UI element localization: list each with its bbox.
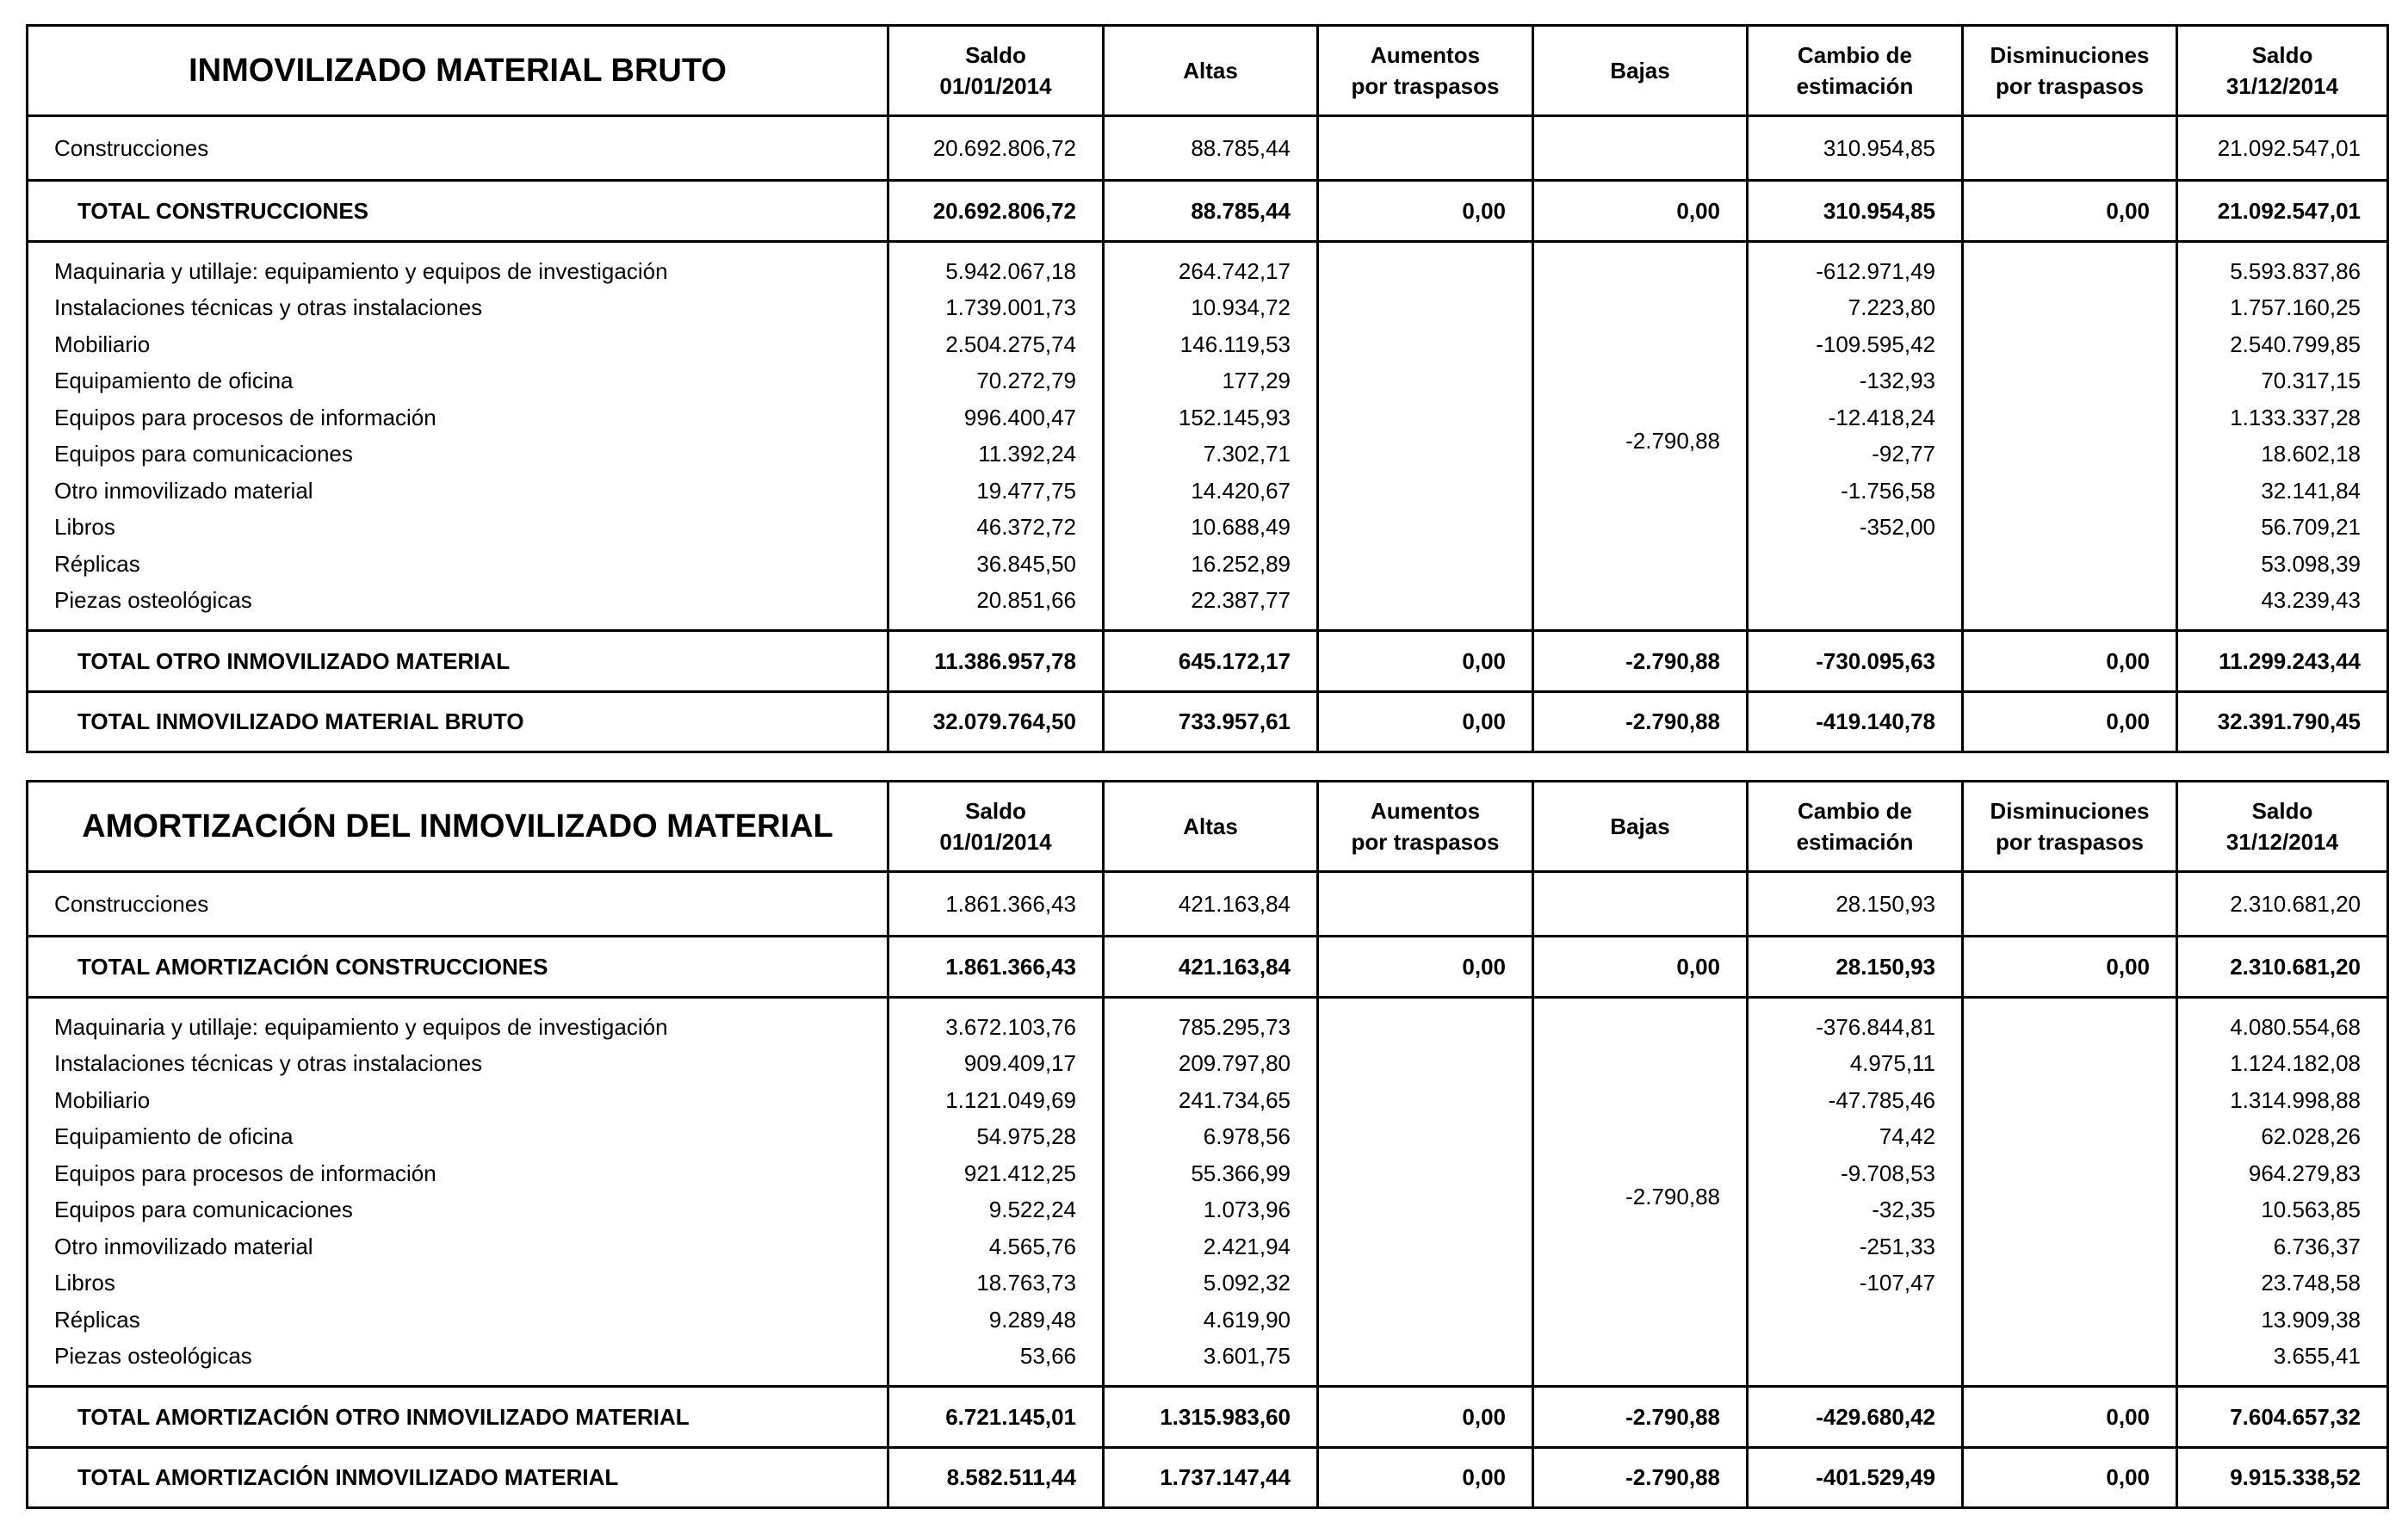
amort-total-otro-row-altas: 1.315.983,60 [1104,1387,1318,1448]
col-cambio-header [1748,26,1963,116]
amort-construcciones-row-saldo-ini: 1.861.366,43 [888,872,1104,937]
item-cambio: 74,42 [1748,1119,1963,1156]
item-label: Mobiliario [28,326,888,363]
amort-total-row-saldo-fin: 9.915.338,52 [2177,1448,2388,1508]
amort-total-row-label: TOTAL AMORTIZACIÓN INMOVILIZADO MATERIAL [28,1448,888,1508]
item-altas: 10.688,49 [1104,510,1318,547]
item-altas: 1.073,96 [1104,1192,1318,1229]
amort-total-row-saldo-ini: 8.582.511,44 [888,1448,1104,1508]
amort-total-otro-row-label: TOTAL AMORTIZACIÓN OTRO INMOVILIZADO MATERIAL [28,1387,888,1448]
item-altas: 241.734,65 [1104,1082,1318,1119]
amort-construcciones-row-bajas [1533,872,1748,937]
item-saldo-inicial: 921.412,25 [888,1155,1104,1192]
col-saldo-final-line1: Saldo [2251,42,2313,68]
item-saldo-final: 964.279,83 [2177,1155,2388,1192]
amort-total-row-aumentos: 0,00 [1318,1448,1533,1508]
table-row [28,998,2388,1046]
item-saldo-inicial: 9.522,24 [888,1192,1104,1229]
item-saldo-inicial: 46.372,72 [888,510,1104,547]
bruto-total-construcciones-row-bajas: 0,00 [1533,181,1748,242]
amort-title: AMORTIZACIÓN DEL INMOVILIZADO MATERIAL [28,782,888,872]
amort-total-otro-row [28,1387,2388,1448]
bruto-total-row-dismin: 0,00 [1963,692,2177,752]
col-disminuciones-line1: Disminuciones [1990,798,2150,824]
item-cambio: -47.785,46 [1748,1082,1963,1119]
item-label: Equipos para procesos de información [28,399,888,436]
amort-total-otro-row-cambio: -429.680,42 [1748,1387,1963,1448]
col-aumentos-line2: por traspasos [1351,73,1500,99]
item-cambio [1748,1339,1963,1387]
table-row [28,242,2388,290]
bruto-construcciones-row-saldo-fin: 21.092.547,01 [2177,116,2388,181]
bruto-total-row-cambio: -419.140,78 [1748,692,1963,752]
bruto-total-row-label: TOTAL INMOVILIZADO MATERIAL BRUTO [28,692,888,752]
item-label: Réplicas [28,546,888,583]
amort-construcciones-row-cambio: 28.150,93 [1748,872,1963,937]
item-saldo-inicial: 2.504.275,74 [888,326,1104,363]
col-saldo-inicial-line1: Saldo [965,798,1026,824]
amort-total-construcciones-row [28,937,2388,998]
col-cambio-line2: estimación [1796,829,1914,855]
item-altas: 5.092,32 [1104,1265,1318,1302]
item-label: Equipos para procesos de información [28,1155,888,1192]
col-cambio-header [1748,782,1963,872]
item-label: Equipamiento de oficina [28,1119,888,1156]
item-disminuciones [1963,998,2177,1387]
item-saldo-inicial: 996.400,47 [888,399,1104,436]
item-altas: 7.302,71 [1104,436,1318,473]
bruto-total-construcciones-row-aumentos: 0,00 [1318,181,1533,242]
item-saldo-final: 1.124.182,08 [2177,1046,2388,1083]
item-label: Otro inmovilizado material [28,1228,888,1265]
col-saldo-inicial-line2: 01/01/2014 [939,73,1052,99]
bruto-total-construcciones-row-cambio: 310.954,85 [1748,181,1963,242]
item-label: Instalaciones técnicas y otras instalaciones [28,290,888,327]
col-disminuciones-header [1963,782,2177,872]
col-disminuciones-line1: Disminuciones [1990,42,2150,68]
item-aumentos [1318,242,1533,631]
amort-construcciones-row-aumentos [1318,872,1533,937]
item-saldo-inicial: 4.565,76 [888,1228,1104,1265]
item-label: Piezas osteológicas [28,1339,888,1387]
amort-total-construcciones-row-dismin: 0,00 [1963,937,2177,998]
item-saldo-inicial: 11.392,24 [888,436,1104,473]
item-cambio: -352,00 [1748,510,1963,547]
item-cambio: 7.223,80 [1748,290,1963,327]
bruto-total-otro-row-bajas: -2.790,88 [1533,631,1748,692]
item-saldo-final: 43.239,43 [2177,583,2388,631]
item-disminuciones [1963,242,2177,631]
col-altas-header: Altas [1104,782,1318,872]
item-cambio [1748,583,1963,631]
amort-total-row-bajas: -2.790,88 [1533,1448,1748,1508]
col-saldo-final-line2: 31/12/2014 [2225,829,2339,855]
item-cambio: 4.975,11 [1748,1046,1963,1083]
item-label: Instalaciones técnicas y otras instalaciones [28,1046,888,1083]
item-altas: 2.421,94 [1104,1228,1318,1265]
amort-total-construcciones-row-cambio: 28.150,93 [1748,937,1963,998]
item-altas: 209.797,80 [1104,1046,1318,1083]
item-label: Maquinaria y utillaje: equipamiento y equipos de investigación [28,242,888,290]
col-bajas-header: Bajas [1533,26,1748,116]
item-saldo-final: 18.602,18 [2177,436,2388,473]
bruto-total-construcciones-row-label: TOTAL CONSTRUCCIONES [28,181,888,242]
item-altas: 6.978,56 [1104,1119,1318,1156]
bruto-total-row-bajas: -2.790,88 [1533,692,1748,752]
amort-total-otro-row-bajas: -2.790,88 [1533,1387,1748,1448]
item-altas: 177,29 [1104,363,1318,400]
item-saldo-final: 1.314.998,88 [2177,1082,2388,1119]
item-altas: 10.934,72 [1104,290,1318,327]
bruto-title: INMOVILIZADO MATERIAL BRUTO [28,26,888,116]
col-cambio-line1: Cambio de [1798,798,1912,824]
amort-construcciones-row-altas: 421.163,84 [1104,872,1318,937]
col-saldo-inicial-line2: 01/01/2014 [939,829,1052,855]
bruto-total-otro-row-altas: 645.172,17 [1104,631,1318,692]
item-saldo-final: 56.709,21 [2177,510,2388,547]
amort-construcciones-row-label: Construcciones [28,872,888,937]
item-saldo-inicial: 18.763,73 [888,1265,1104,1302]
item-cambio: -109.595,42 [1748,326,1963,363]
item-saldo-final: 62.028,26 [2177,1119,2388,1156]
amort-total-row-cambio: -401.529,49 [1748,1448,1963,1508]
item-saldo-inicial: 1.121.049,69 [888,1082,1104,1119]
item-cambio [1748,1302,1963,1339]
item-altas: 785.295,73 [1104,998,1318,1046]
item-cambio: -32,35 [1748,1192,1963,1229]
item-saldo-inicial: 19.477,75 [888,473,1104,510]
bruto-total-otro-row [28,631,2388,692]
item-saldo-final: 1.757.160,25 [2177,290,2388,327]
item-saldo-inicial: 20.851,66 [888,583,1104,631]
amort-total-construcciones-row-saldo-fin: 2.310.681,20 [2177,937,2388,998]
col-saldo-final-header [2177,782,2388,872]
col-cambio-line2: estimación [1796,73,1914,99]
col-disminuciones-line2: por traspasos [1996,829,2144,855]
item-cambio: -251,33 [1748,1228,1963,1265]
bruto-construcciones-row-aumentos [1318,116,1533,181]
bruto-total-otro-row-saldo-fin: 11.299.243,44 [2177,631,2388,692]
item-cambio: -132,93 [1748,363,1963,400]
amort-total-row-dismin: 0,00 [1963,1448,2177,1508]
amort-total-row [28,1448,2388,1508]
col-altas-header: Altas [1104,26,1318,116]
amort-construcciones-row [28,872,2388,937]
col-saldo-final-header [2177,26,2388,116]
col-saldo-final-line1: Saldo [2251,798,2313,824]
item-saldo-final: 5.593.837,86 [2177,242,2388,290]
item-saldo-inicial: 5.942.067,18 [888,242,1104,290]
item-cambio: -1.756,58 [1748,473,1963,510]
item-saldo-inicial: 9.289,48 [888,1302,1104,1339]
item-saldo-final: 53.098,39 [2177,546,2388,583]
item-cambio: -107,47 [1748,1265,1963,1302]
amort-header-row [28,782,2388,872]
item-saldo-final: 1.133.337,28 [2177,399,2388,436]
col-saldo-inicial-header [888,26,1104,116]
col-aumentos-line2: por traspasos [1351,829,1500,855]
col-saldo-inicial-header [888,782,1104,872]
item-altas: 146.119,53 [1104,326,1318,363]
item-label: Equipos para comunicaciones [28,436,888,473]
item-altas: 22.387,77 [1104,583,1318,631]
amort-total-construcciones-row-aumentos: 0,00 [1318,937,1533,998]
bruto-total-construcciones-row-saldo-ini: 20.692.806,72 [888,181,1104,242]
col-saldo-final-line2: 31/12/2014 [2225,73,2339,99]
bruto-total-construcciones-row-saldo-fin: 21.092.547,01 [2177,181,2388,242]
item-cambio [1748,546,1963,583]
col-aumentos-line1: Aumentos [1370,798,1481,824]
bruto-total-construcciones-row-altas: 88.785,44 [1104,181,1318,242]
item-altas: 55.366,99 [1104,1155,1318,1192]
bruto-total-row-aumentos: 0,00 [1318,692,1533,752]
item-label: Maquinaria y utillaje: equipamiento y equipos de investigación [28,998,888,1046]
col-aumentos-header [1318,26,1533,116]
item-label: Piezas osteológicas [28,583,888,631]
item-aumentos [1318,998,1533,1387]
col-aumentos-header [1318,782,1533,872]
item-saldo-inicial: 53,66 [888,1339,1104,1387]
amort-table [26,780,2389,1509]
item-altas: 4.619,90 [1104,1302,1318,1339]
bruto-construcciones-row-label: Construcciones [28,116,888,181]
item-saldo-final: 4.080.554,68 [2177,998,2388,1046]
amort-total-otro-row-aumentos: 0,00 [1318,1387,1533,1448]
items-bajas: -2.790,88 [1533,242,1748,631]
item-cambio: -92,77 [1748,436,1963,473]
item-altas: 14.420,67 [1104,473,1318,510]
col-cambio-line1: Cambio de [1798,42,1912,68]
bruto-total-otro-row-saldo-ini: 11.386.957,78 [888,631,1104,692]
item-label: Equipos para comunicaciones [28,1192,888,1229]
bruto-total-otro-row-dismin: 0,00 [1963,631,2177,692]
item-saldo-inicial: 909.409,17 [888,1046,1104,1083]
item-saldo-inicial: 36.845,50 [888,546,1104,583]
item-cambio: -612.971,49 [1748,242,1963,290]
col-disminuciones-line2: por traspasos [1996,73,2144,99]
bruto-total-row [28,692,2388,752]
item-label: Mobiliario [28,1082,888,1119]
item-label: Réplicas [28,1302,888,1339]
bruto-total-otro-row-label: TOTAL OTRO INMOVILIZADO MATERIAL [28,631,888,692]
col-saldo-inicial-line1: Saldo [965,42,1026,68]
bruto-construcciones-row-bajas [1533,116,1748,181]
item-cambio: -9.708,53 [1748,1155,1963,1192]
bruto-total-otro-row-cambio: -730.095,63 [1748,631,1963,692]
item-saldo-final: 3.655,41 [2177,1339,2388,1387]
amort-construcciones-row-saldo-fin: 2.310.681,20 [2177,872,2388,937]
item-saldo-final: 2.540.799,85 [2177,326,2388,363]
bruto-construcciones-row [28,116,2388,181]
item-altas: 152.145,93 [1104,399,1318,436]
item-saldo-final: 32.141,84 [2177,473,2388,510]
bruto-total-construcciones-row-dismin: 0,00 [1963,181,2177,242]
item-saldo-inicial: 70.272,79 [888,363,1104,400]
amort-total-otro-row-saldo-ini: 6.721.145,01 [888,1387,1104,1448]
bruto-total-row-altas: 733.957,61 [1104,692,1318,752]
item-label: Otro inmovilizado material [28,473,888,510]
amort-total-otro-row-saldo-fin: 7.604.657,32 [2177,1387,2388,1448]
item-cambio: -12.418,24 [1748,399,1963,436]
item-saldo-final: 10.563,85 [2177,1192,2388,1229]
item-altas: 16.252,89 [1104,546,1318,583]
item-label: Libros [28,1265,888,1302]
item-saldo-inicial: 54.975,28 [888,1119,1104,1156]
amort-total-otro-row-dismin: 0,00 [1963,1387,2177,1448]
amort-total-construcciones-row-altas: 421.163,84 [1104,937,1318,998]
bruto-total-construcciones-row [28,181,2388,242]
col-disminuciones-header [1963,26,2177,116]
bruto-construcciones-row-saldo-ini: 20.692.806,72 [888,116,1104,181]
item-saldo-inicial: 1.739.001,73 [888,290,1104,327]
amort-total-construcciones-row-saldo-ini: 1.861.366,43 [888,937,1104,998]
bruto-construcciones-row-altas: 88.785,44 [1104,116,1318,181]
item-saldo-final: 13.909,38 [2177,1302,2388,1339]
item-altas: 3.601,75 [1104,1339,1318,1387]
item-saldo-final: 6.736,37 [2177,1228,2388,1265]
amort-total-construcciones-row-label: TOTAL AMORTIZACIÓN CONSTRUCCIONES [28,937,888,998]
bruto-header-row [28,26,2388,116]
bruto-total-otro-row-aumentos: 0,00 [1318,631,1533,692]
col-aumentos-line1: Aumentos [1370,42,1481,68]
bruto-total-row-saldo-ini: 32.079.764,50 [888,692,1104,752]
bruto-table [26,24,2389,753]
item-saldo-final: 23.748,58 [2177,1265,2388,1302]
item-saldo-final: 70.317,15 [2177,363,2388,400]
amort-total-row-altas: 1.737.147,44 [1104,1448,1318,1508]
amort-construcciones-row-dismin [1963,872,2177,937]
bruto-construcciones-row-dismin [1963,116,2177,181]
bruto-construcciones-row-cambio: 310.954,85 [1748,116,1963,181]
item-saldo-inicial: 3.672.103,76 [888,998,1104,1046]
amort-total-construcciones-row-bajas: 0,00 [1533,937,1748,998]
items-bajas: -2.790,88 [1533,998,1748,1387]
item-label: Equipamiento de oficina [28,363,888,400]
item-altas: 264.742,17 [1104,242,1318,290]
bruto-total-row-saldo-fin: 32.391.790,45 [2177,692,2388,752]
item-label: Libros [28,510,888,547]
col-bajas-header: Bajas [1533,782,1748,872]
item-cambio: -376.844,81 [1748,998,1963,1046]
